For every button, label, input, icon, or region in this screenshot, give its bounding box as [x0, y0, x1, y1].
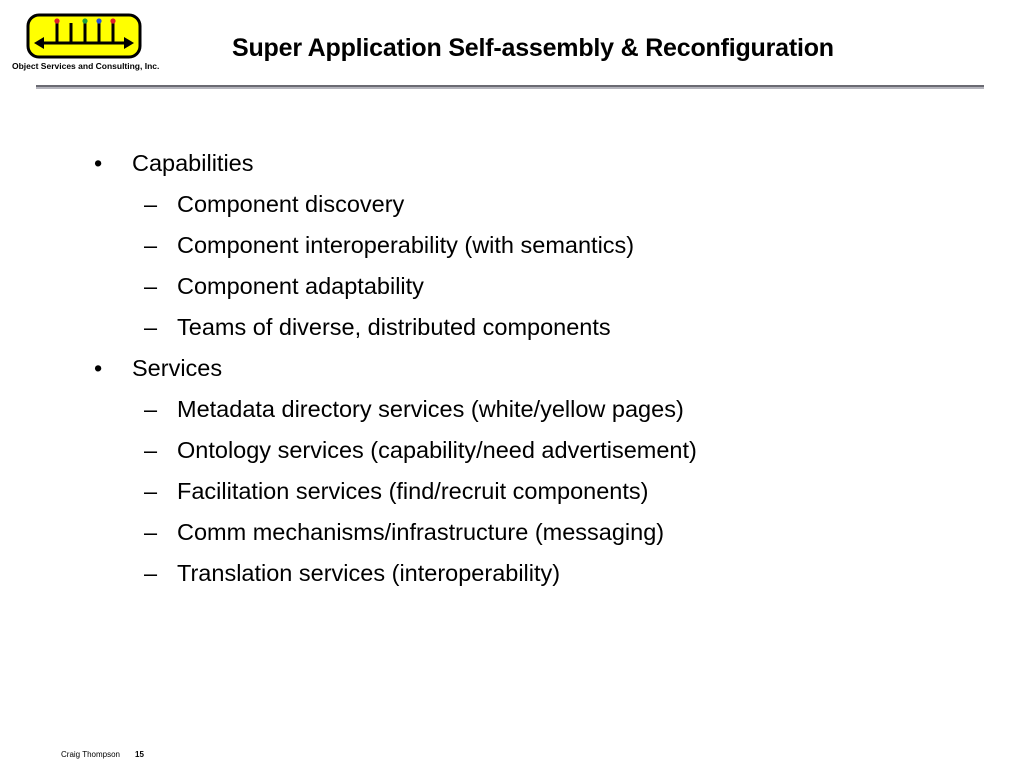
- title-divider: [36, 85, 984, 89]
- dash-icon: –: [144, 273, 158, 299]
- dash-icon: –: [144, 437, 158, 463]
- dash-icon: –: [144, 560, 158, 586]
- company-name: Object Services and Consulting, Inc.: [12, 61, 160, 71]
- sub-bullet-text: Comm mechanisms/infrastructure (messaging): [177, 519, 665, 545]
- bullet-icon: •: [94, 355, 103, 381]
- page-number: 15: [135, 750, 144, 759]
- sub-bullet: [0, 555, 1024, 596]
- dash-icon: –: [144, 191, 158, 217]
- sub-bullet: [0, 186, 1024, 227]
- sub-bullet-text: Component interoperability (with semantics): [177, 232, 635, 258]
- sub-bullet: [0, 391, 1024, 432]
- sub-bullet: [0, 309, 1024, 350]
- sub-bullet-text: Component adaptability: [177, 273, 424, 299]
- sub-bullet-text: Metadata directory services (white/yellow pages): [177, 396, 684, 422]
- sub-bullet: [0, 432, 1024, 473]
- bullet-capabilities: [0, 145, 1024, 186]
- sub-bullet: [0, 268, 1024, 309]
- sub-bullet-text: Facilitation services (find/recruit components): [177, 478, 649, 504]
- sub-bullet-text: Translation services (interoperability): [177, 560, 561, 586]
- sub-bullet: [0, 227, 1024, 268]
- dash-icon: –: [144, 232, 158, 258]
- sub-bullet-text: Teams of diverse, distributed components: [177, 314, 611, 340]
- dash-icon: –: [144, 396, 158, 422]
- footer-author: Craig Thompson: [61, 750, 120, 759]
- dash-icon: –: [144, 314, 158, 340]
- sub-bullet: [0, 473, 1024, 514]
- bullet-icon: •: [94, 150, 103, 176]
- sub-bullet-text: Component discovery: [177, 191, 405, 217]
- bullet-services: [0, 350, 1024, 391]
- dash-icon: –: [144, 519, 158, 545]
- sub-bullet: [0, 514, 1024, 555]
- bullet-text: Capabilities: [132, 150, 254, 176]
- dash-icon: –: [144, 478, 158, 504]
- bullet-text: Services: [132, 355, 223, 381]
- slide-title: Super Application Self-assembly & Reconfiguration: [232, 34, 834, 62]
- sub-bullet-text: Ontology services (capability/need advertisement): [177, 437, 697, 463]
- company-logo-icon: [26, 13, 142, 59]
- slide-body: [0, 145, 1024, 596]
